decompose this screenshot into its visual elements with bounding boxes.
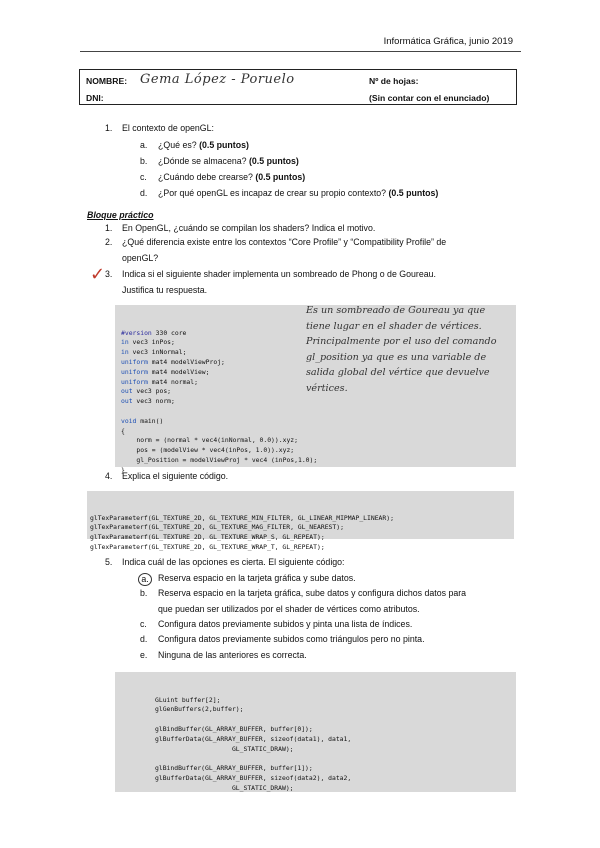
q1-sub-text	[158, 140, 249, 150]
practical-title: Bloque práctico	[87, 210, 154, 220]
q5-option-letter: b.	[140, 588, 148, 598]
buffer-code-line: glBindBuffer(GL_ARRAY_BUFFER, buffer[0]);	[155, 724, 313, 733]
code-keyword: uniform	[121, 367, 148, 376]
q5-option-letter: d.	[140, 634, 148, 644]
code-rest: vec3 inPos;	[128, 338, 175, 347]
identification-box	[79, 69, 517, 105]
q1-sub-text	[158, 188, 438, 198]
code-rest: vec3 inNormal;	[128, 348, 187, 357]
q5-option-text: Reserva espacio en la tarjeta gráfica y sube datos.	[158, 573, 356, 583]
q5-option-letter	[140, 573, 152, 586]
answer-line: gl_position ya que es una variable de	[306, 351, 487, 363]
buffer-code-line: GL_STATIC_DRAW);	[155, 744, 294, 753]
name-handwritten: Gema López - Poruelo	[140, 72, 295, 87]
answer-line: vértices.	[306, 382, 348, 394]
code-keyword: in	[121, 348, 129, 357]
shader-code-line: gl_Position = modelViewProj * vec4 (inPos,1.0);	[121, 455, 318, 464]
code-rest: mat4 normal;	[147, 377, 198, 386]
dni-label: DNI:	[86, 93, 104, 103]
shader-code-line: pos = (modelView * vec4(inPos, 1.0)).xyz;	[121, 446, 295, 455]
code-keyword: uniform	[121, 357, 148, 366]
shader-code-line	[121, 407, 510, 417]
code-rest: 330 core	[151, 328, 187, 337]
buffer-code-line: GL_STATIC_DRAW);	[155, 783, 294, 792]
practical-item-number: 3.	[105, 269, 113, 279]
texture-code-block	[87, 491, 514, 551]
practical-item-line: ¿Qué diferencia existe entre los contextos “Core Profile” y “Compatibility Profile” de	[122, 237, 447, 247]
texture-code-line: glTexParameterf(GL_TEXTURE_2D, GL_TEXTURE_MAG_FILTER, GL_NEAREST);	[90, 523, 344, 532]
q5-option-letter: c.	[140, 619, 147, 629]
code-rest: main()	[136, 416, 164, 425]
buffer-code-line: glBindBuffer(GL_ARRAY_BUFFER, buffer[1]);	[155, 764, 313, 773]
q1-sub-letter: a.	[140, 140, 148, 150]
code-rest: mat4 modelViewProj;	[147, 357, 225, 366]
q4-text: Explica el siguiente código.	[122, 471, 229, 481]
practical-item-line: Indica si el siguiente shader implementa un sombreado de Phong o de Goureau.	[122, 269, 436, 279]
answer-line: Principalmente por el uso del comando	[306, 336, 497, 347]
code-keyword: #version	[121, 328, 152, 337]
code-keyword: uniform	[121, 377, 148, 386]
q5-option-text: Configura datos previamente subidos como triángulos pero no pinta.	[158, 634, 425, 644]
q1-sub-text	[158, 172, 305, 182]
q1-sub-question: ¿Dónde se almacena?	[158, 156, 249, 166]
code-keyword: out	[121, 397, 133, 406]
texture-code-line: glTexParameterf(GL_TEXTURE_2D, GL_TEXTURE_MIN_FILTER, GL_LINEAR_MIPMAP_LINEAR);	[90, 513, 394, 522]
texture-code-line: glTexParameterf(GL_TEXTURE_2D, GL_TEXTURE_WRAP_T, GL_REPEAT);	[90, 542, 325, 551]
buffer-code-line: GLuint buffer[2];	[155, 695, 221, 704]
buffer-code-line	[155, 754, 476, 764]
q5-option-text: Configura datos previamente subidos y pinta una lista de índices.	[158, 619, 413, 629]
shader-code-line: }	[121, 465, 125, 474]
buffer-code-line: glGenBuffers(2,buffer);	[155, 705, 244, 714]
q1-sub-question: ¿Cuándo debe crearse?	[158, 172, 256, 182]
code-rest: vec3 norm;	[132, 397, 175, 406]
q1-sub-points: (0.5 puntos)	[255, 172, 306, 182]
header-rule	[80, 51, 521, 52]
shader-code-line	[121, 417, 510, 427]
check-mark-icon: ✓	[90, 264, 106, 285]
q5-option-text: que puedan ser utilizados por el shader de vértices como atributos.	[158, 603, 420, 614]
code-rest: vec3 pos;	[132, 387, 172, 396]
texture-code	[90, 514, 511, 553]
q5-number: 5.	[105, 557, 113, 567]
code-keyword: void	[121, 416, 137, 425]
q1-text: El contexto de openGL:	[122, 123, 214, 133]
q1-sub-points: (0.5 puntos)	[388, 188, 439, 198]
shader-code-line: norm = (normal * vec4(inNormal, 0.0)).xyz;	[121, 436, 298, 445]
q5-option-letter: e.	[140, 650, 148, 660]
q5-option-text: Ninguna de las anteriores es correcta.	[158, 650, 307, 660]
q1-sub-points: (0.5 puntos)	[248, 156, 299, 166]
answer-line: Es un sombreado de Goureau ya que	[306, 305, 486, 316]
buffer-code-line: glBufferData(GL_ARRAY_BUFFER, sizeof(data1), data1,	[155, 734, 352, 743]
practical-item-line: Justifica tu respuesta.	[122, 285, 208, 295]
practical-item-line: En OpenGL, ¿cuándo se compilan los shaders? Indica el motivo.	[122, 223, 376, 233]
practical-item-line: openGL?	[122, 253, 159, 263]
shader-code-line: {	[121, 426, 125, 435]
handwritten-answer	[306, 303, 496, 396]
practical-item-number: 1.	[105, 223, 113, 233]
sheets-label: Nº de hojas:	[369, 76, 419, 86]
q1-sub-question: ¿Qué es?	[158, 140, 200, 150]
buffer-code-line	[155, 715, 476, 725]
q1-sub-text	[158, 156, 299, 166]
q1-sub-letter: c.	[140, 172, 147, 182]
q1-sub-question: ¿Por qué openGL es incapaz de crear su propio contexto?	[158, 188, 389, 198]
buffer-code	[155, 696, 476, 794]
name-label: NOMBRE:	[86, 76, 128, 86]
buffer-code-line: glBufferData(GL_ARRAY_BUFFER, sizeof(data2), data2,	[155, 773, 352, 782]
q5-option-text: Reserva espacio en la tarjeta gráfica, sube datos y configura dichos datos para	[158, 588, 467, 598]
q1-number: 1.	[105, 123, 113, 133]
q1-sub-points: (0.5 puntos)	[199, 140, 249, 150]
practical-item-number: 2.	[105, 237, 113, 247]
q1-sub-letter: b.	[140, 156, 148, 166]
buffer-code-block	[115, 672, 516, 792]
texture-code-line: glTexParameterf(GL_TEXTURE_2D, GL_TEXTURE_WRAP_S, GL_REPEAT);	[90, 533, 325, 542]
code-keyword: out	[121, 387, 133, 396]
shader-code-line	[121, 397, 510, 407]
answer-line: tiene lugar en el shader de vértices.	[306, 320, 482, 332]
sheets-note: (Sin contar con el enunciado)	[369, 93, 490, 103]
q4-number: 4.	[105, 471, 113, 481]
code-rest: mat4 modelView;	[147, 367, 210, 376]
code-keyword: in	[121, 338, 129, 347]
q5-text: Indica cuál de las opciones es cierta. El siguiente código:	[122, 557, 345, 567]
header-title: Informática Gráfica, junio 2019	[383, 36, 513, 47]
q1-sub-letter: d.	[140, 188, 148, 198]
answer-line: salida global del vértice que devuelve	[306, 367, 490, 378]
circled-answer-mark: a.	[138, 573, 152, 586]
